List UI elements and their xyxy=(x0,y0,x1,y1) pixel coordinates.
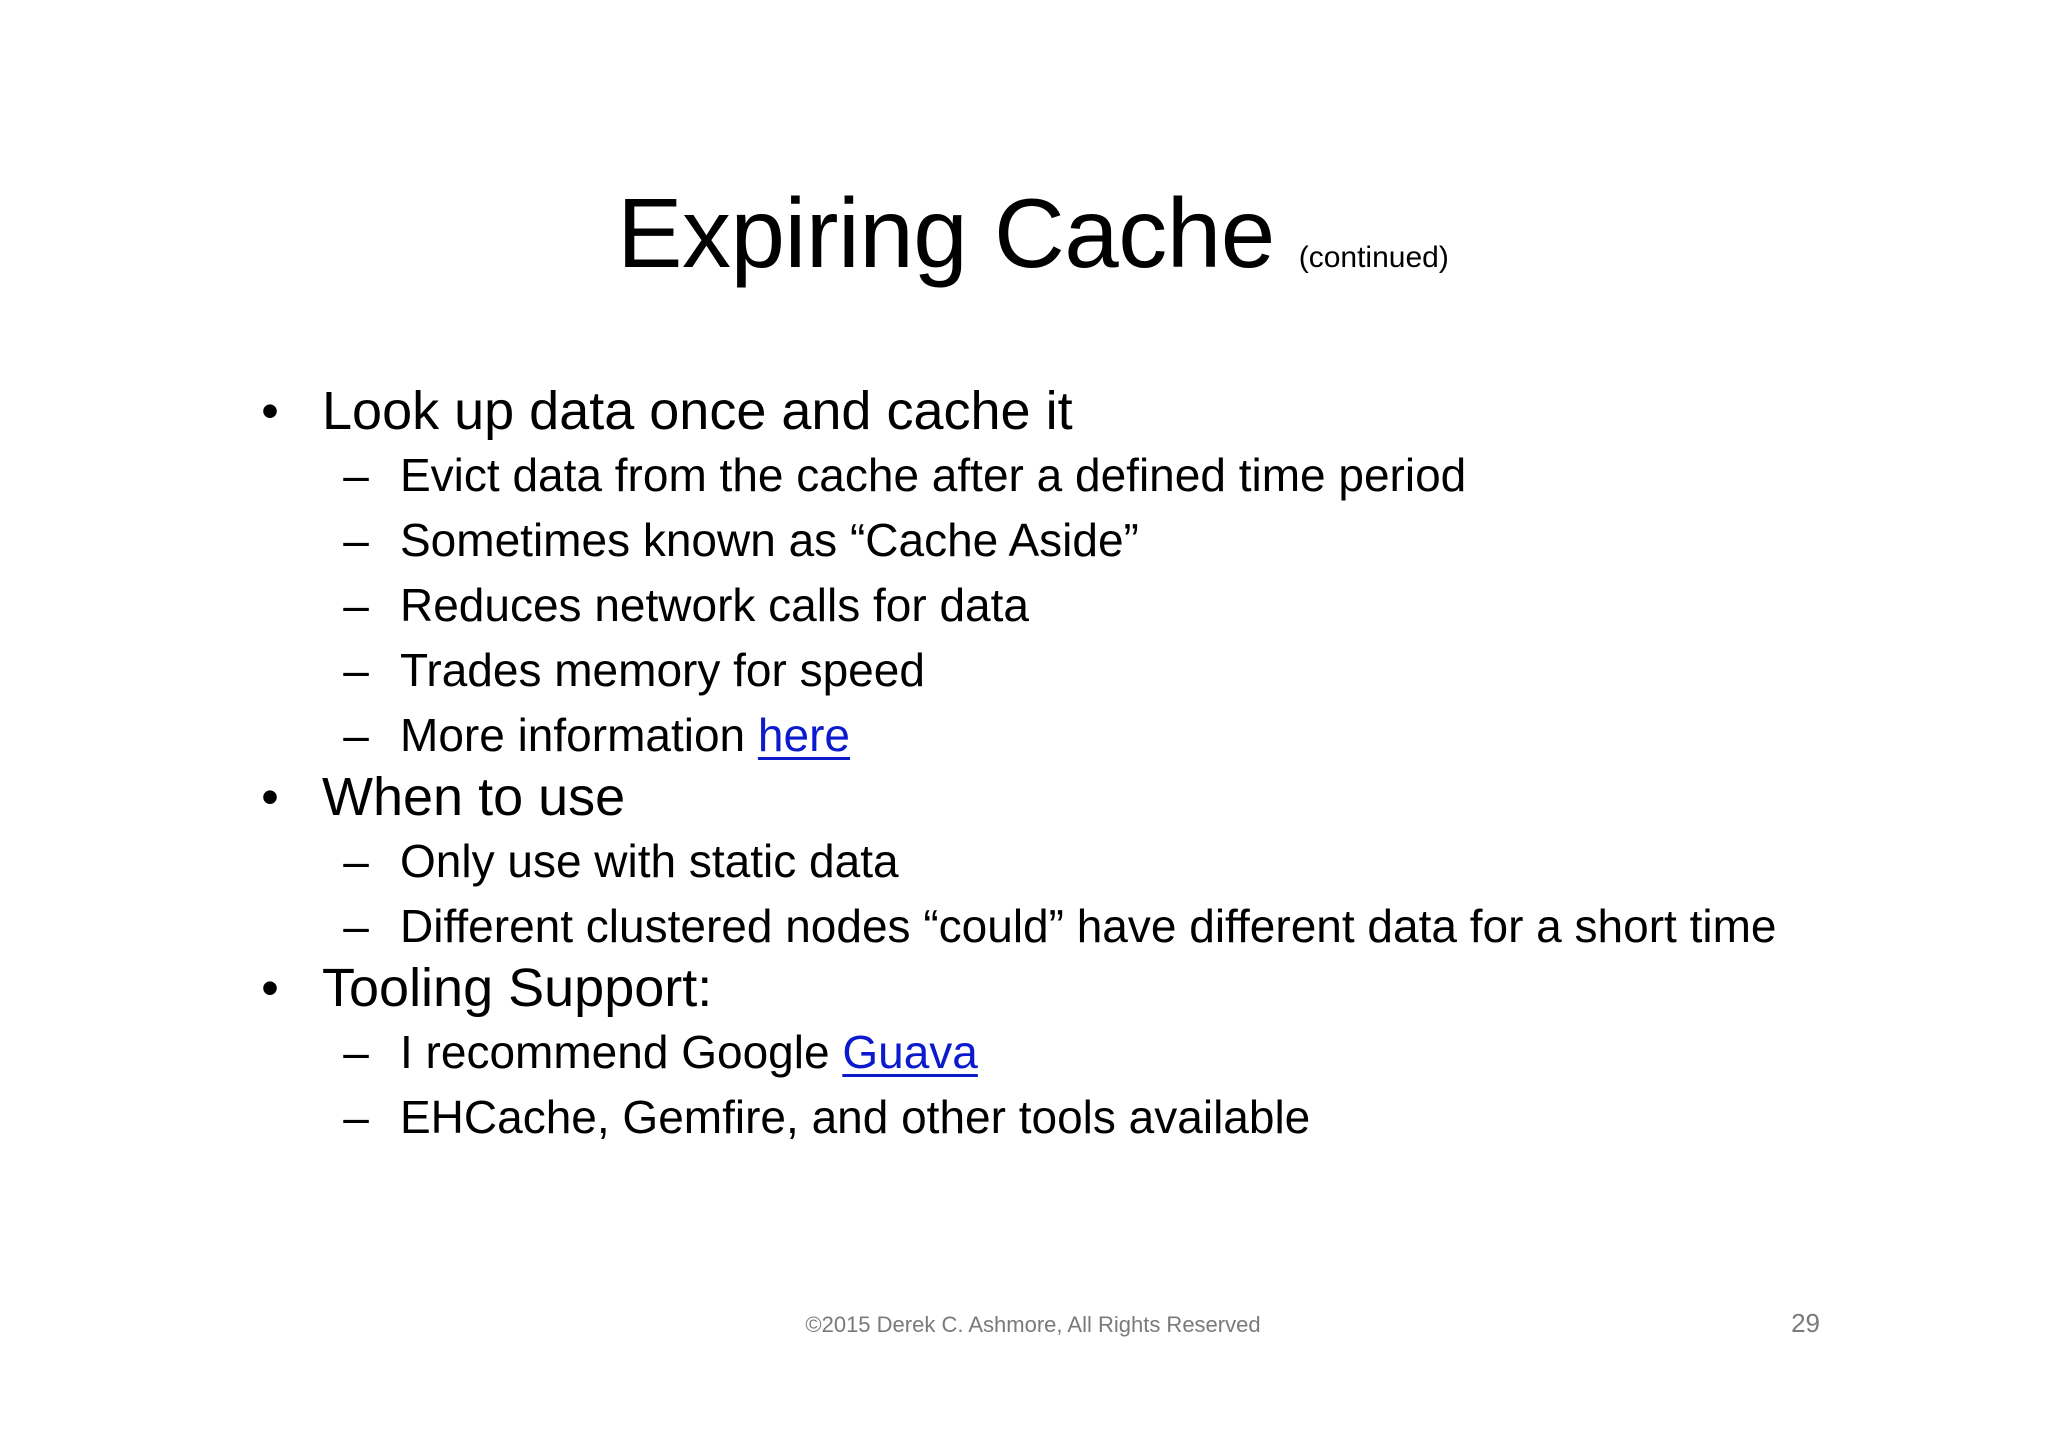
sub-bullet-text: More information xyxy=(400,709,758,761)
dash-mark: – xyxy=(343,514,369,566)
page-number: 29 xyxy=(1791,1308,1820,1338)
sub-bullet-item xyxy=(250,449,1810,501)
bullet-text: Tooling Support: xyxy=(322,958,713,1018)
copyright-footer: ©2015 Derek C. Ashmore, All Rights Reserved xyxy=(805,1312,1261,1337)
bullet-mark: • xyxy=(261,383,279,439)
sub-bullet-text: Different clustered nodes “could” have different data for a short time xyxy=(400,900,1777,952)
sub-bullet-item xyxy=(250,1026,1810,1078)
sub-bullet-item xyxy=(250,835,1810,887)
dash-mark: – xyxy=(343,709,369,761)
sub-bullet-text: EHCache, Gemfire, and other tools available xyxy=(400,1091,1311,1143)
bullet-text: When to use xyxy=(322,767,626,827)
bullet-mark: • xyxy=(261,960,279,1016)
sub-bullet-item xyxy=(250,1091,1810,1143)
sub-bullet-text: Trades memory for speed xyxy=(400,644,925,696)
dash-mark: – xyxy=(343,449,369,501)
sub-bullet-item xyxy=(250,709,1810,761)
sub-bullet-item xyxy=(250,514,1810,566)
dash-mark: – xyxy=(343,644,369,696)
bullet-text: Look up data once and cache it xyxy=(322,381,1073,441)
sub-bullet-text: Only use with static data xyxy=(400,835,899,887)
bullet-item xyxy=(250,956,1810,1020)
title-area xyxy=(0,178,2048,288)
title-note: (continued) xyxy=(1298,241,1449,274)
dash-mark: – xyxy=(343,1026,369,1078)
dash-mark: – xyxy=(343,1091,369,1143)
sub-bullet-item xyxy=(250,900,1810,952)
bullet-mark: • xyxy=(261,769,279,825)
bullet-list xyxy=(250,375,1810,1143)
guava-link[interactable]: Guava xyxy=(842,1026,978,1078)
dash-mark: – xyxy=(343,835,369,887)
sub-bullet-item xyxy=(250,644,1810,696)
dash-mark: – xyxy=(343,900,369,952)
dash-mark: – xyxy=(343,579,369,631)
sub-bullet-item xyxy=(250,579,1810,631)
sub-bullet-text: Evict data from the cache after a defined time period xyxy=(400,449,1467,501)
bullet-item xyxy=(250,765,1810,829)
here-link[interactable]: here xyxy=(757,709,850,761)
bullet-item xyxy=(250,379,1810,443)
slide-title: Expiring Cache xyxy=(617,178,1275,288)
sub-bullet-text: Reduces network calls for data xyxy=(400,579,1029,631)
sub-bullet-text: I recommend Google xyxy=(400,1026,843,1078)
sub-bullet-text: Sometimes known as “Cache Aside” xyxy=(400,514,1139,566)
